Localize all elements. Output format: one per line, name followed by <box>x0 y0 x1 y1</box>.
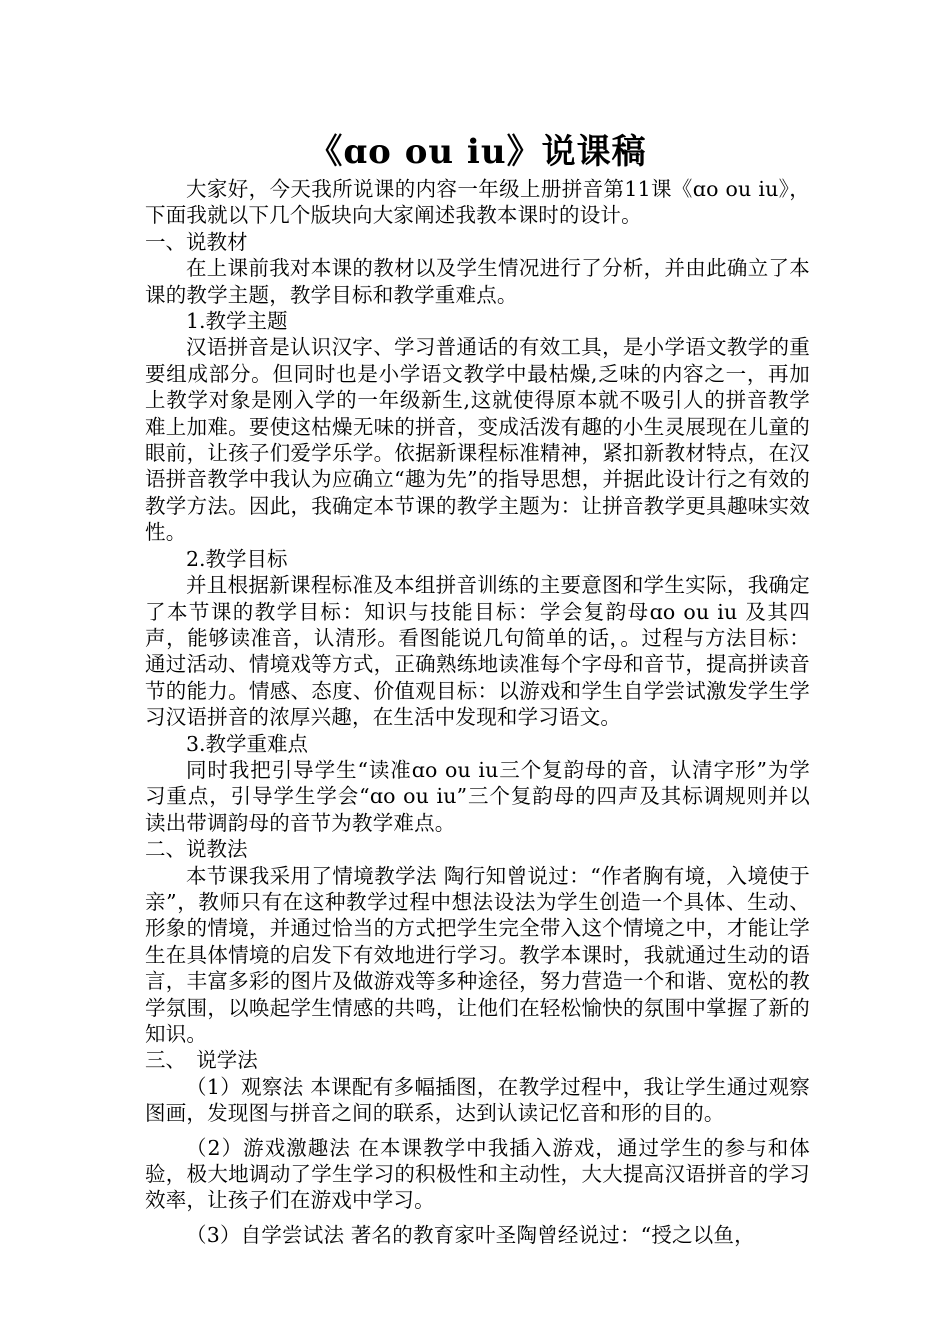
subsection-1-paragraph: 汉语拼音是认识汉字、学习普通话的有效工具，是小学语文教学的重要组成部分。但同时也是小学语文教学中最枯燥,乏味的内容之一，再加上教学对象是刚入学的一年级新生,这就使得原本就不吸引人的拼音教学难上加难。要使这枯燥无味的拼音，变成活泼有趣的小生灵展现在儿童的眼前，让孩子们爱学乐学。依据新课程标准精神，紧扣新教材特点，在汉语拼音教学中我认为应确立“趣为先”的指导思想，并据此设计行之有效的教学方法。因此，我确定本节课的教学主题为：让拼音教学更具趣味实效性。 <box>145 335 810 545</box>
subsection-3-paragraph: 同时我把引导学生“读准ɑo ou iu三个复韵母的音，认清字形”为学习重点，引导学生学会“ɑo ou iu”三个复韵母的四声及其标调规则并以读出带调韵母的音节为教学难点。 <box>145 757 810 835</box>
method-game-paragraph: （2）游戏激趣法 在本课教学中我插入游戏，通过学生的参与和体验，极大地调动了学生学习的积极性和主动性，大大提高汉语拼音的学习效率，让孩子们在游戏中学习。 <box>145 1135 810 1213</box>
section-2-paragraph: 本节课我采用了情境教学法 陶行知曾说过：“作者胸有境，入境使于亲”，教师只有在这种教学过程中想法设法为学生创造一个具体、生动、形象的情境，并通过恰当的方式把学生完全带入这个情境之中，才能让学生在具体情境的启发下有效地进行学习。教学本课时，我就通过生动的语言，丰富多彩的图片及做游戏等多种途径，努力营造一个和谐、宽松的教学氛围，以唤起学生情感的共鸣，让他们在轻松愉快的氛围中掌握了新的知识。 <box>145 863 810 1046</box>
section-3-heading: 三、 说学法 <box>145 1048 258 1073</box>
subsection-2-paragraph: 并且根据新课程标准及本组拼音训练的主要意图和学生实际，我确定了本节课的教学目标：知识与技能目标：学会复韵母ɑo ou iu 及其四声，能够读准音，认清形。看图能说几句简单的话，。过程与方法目标：通过活动、情境戏等方式，正确熟练地读准每个字母和音节，提高拼读音节的能力。情感、态度、价值观目标：以游戏和学生自学尝试激发学生学习汉语拼音的浓厚兴趣，在生活中发现和学习语文。 <box>145 573 810 730</box>
method-self-study-paragraph: （3）自学尝试法 著名的教育家叶圣陶曾经说过：“授之以鱼， <box>186 1222 755 1247</box>
document-body <box>145 130 810 1248</box>
document-title: 《ɑo ou iu》说课稿 <box>308 132 647 172</box>
section-2-heading: 二、说教法 <box>145 837 248 862</box>
section-1-heading: 一、说教材 <box>145 229 248 254</box>
subsection-2-heading: 2.教学目标 <box>186 546 288 571</box>
section-1-paragraph: 在上课前我对本课的教材以及学生情况进行了分析，并由此确立了本课的教学主题，教学目标和教学重难点。 <box>145 256 810 307</box>
subsection-3-heading: 3.教学重难点 <box>186 731 309 756</box>
method-observation-paragraph: （1）观察法 本课配有多幅插图，在教学过程中，我让学生通过观察图画，发现图与拼音之间的联系，达到认读记忆音和形的目的。 <box>145 1074 810 1126</box>
intro-paragraph: 大家好，今天我所说课的内容一年级上册拼音第11课《ɑo ou iu》，下面我就以下几个版块向大家阐述我教本课时的设计。 <box>145 177 810 228</box>
subsection-1-heading: 1.教学主题 <box>186 309 288 334</box>
